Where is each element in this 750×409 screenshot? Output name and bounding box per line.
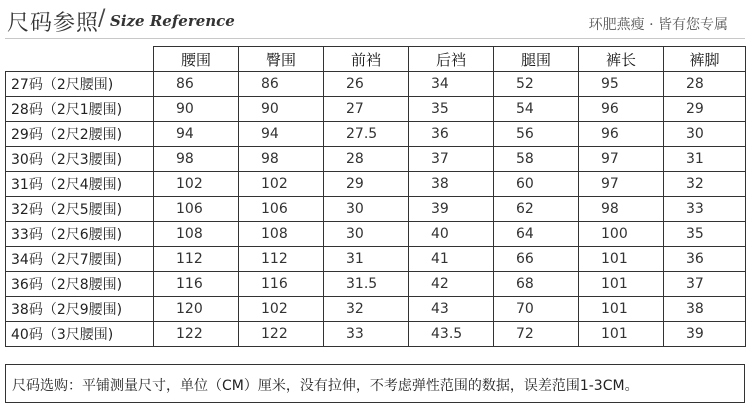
table-cell: 120 <box>154 297 239 322</box>
size-table <box>5 46 746 347</box>
table-row <box>6 72 746 97</box>
row-label: 29码（2尺2腰围) <box>6 122 154 147</box>
table-row <box>6 272 746 297</box>
table-row <box>6 222 746 247</box>
table-cell: 72 <box>494 322 579 347</box>
row-label: 28码（2尺1腰围) <box>6 97 154 122</box>
column-header-front-rise: 前裆 <box>324 47 409 72</box>
table-cell: 38 <box>409 172 494 197</box>
table-cell: 29 <box>324 172 409 197</box>
table-cell: 32 <box>324 297 409 322</box>
row-label: 34码（2尺7腰围) <box>6 247 154 272</box>
table-cell: 62 <box>494 197 579 222</box>
table-cell: 70 <box>494 297 579 322</box>
table-row <box>6 297 746 322</box>
sizing-note: 尺码选购：平铺测量尺寸，单位（CM）厘米，没有拉伸，不考虑弹性范围的数据，误差范围1-3CM。 <box>12 378 639 394</box>
table-cell: 94 <box>154 122 239 147</box>
table-cell: 37 <box>409 147 494 172</box>
table-cell: 35 <box>409 97 494 122</box>
brand-slogan: 环肥燕瘦 · 皆有您专属 <box>588 17 728 33</box>
table-cell: 27.5 <box>324 122 409 147</box>
row-label: 36码（2尺8腰围) <box>6 272 154 297</box>
table-cell: 90 <box>239 97 324 122</box>
table-cell: 43 <box>409 297 494 322</box>
row-label: 32码（2尺5腰围) <box>6 197 154 222</box>
column-header-waist: 腰围 <box>154 47 239 72</box>
table-cell: 106 <box>239 197 324 222</box>
table-cell: 42 <box>409 272 494 297</box>
table-corner-cell <box>6 47 154 72</box>
table-cell: 98 <box>239 147 324 172</box>
table-row <box>6 322 746 347</box>
title-separator: / <box>98 6 106 31</box>
table-cell: 112 <box>154 247 239 272</box>
table-cell: 86 <box>239 72 324 97</box>
row-label: 40码（3尺腰围) <box>6 322 154 347</box>
page-title: 尺码参照 <box>7 11 100 36</box>
table-cell: 106 <box>154 197 239 222</box>
header <box>0 0 750 48</box>
table-cell: 102 <box>154 172 239 197</box>
table-cell: 108 <box>154 222 239 247</box>
row-label: 38码（2尺9腰围) <box>6 297 154 322</box>
table-cell: 122 <box>239 322 324 347</box>
table-cell: 33 <box>664 197 746 222</box>
table-row <box>6 197 746 222</box>
table-cell: 96 <box>579 97 664 122</box>
table-cell: 31.5 <box>324 272 409 297</box>
table-cell: 30 <box>324 197 409 222</box>
table-cell: 35 <box>664 222 746 247</box>
table-row <box>6 172 746 197</box>
footnote-box <box>5 364 745 403</box>
table-cell: 98 <box>154 147 239 172</box>
table-cell: 86 <box>154 72 239 97</box>
table-cell: 36 <box>409 122 494 147</box>
table-cell: 26 <box>324 72 409 97</box>
table-cell: 40 <box>409 222 494 247</box>
table-header-row <box>6 47 746 72</box>
table-cell: 41 <box>409 247 494 272</box>
table-cell: 60 <box>494 172 579 197</box>
table-cell: 108 <box>239 222 324 247</box>
table-cell: 64 <box>494 222 579 247</box>
column-header-hip: 臀围 <box>239 47 324 72</box>
table-row <box>6 122 746 147</box>
table-cell: 30 <box>324 222 409 247</box>
table-cell: 122 <box>154 322 239 347</box>
table-cell: 101 <box>579 322 664 347</box>
table-cell: 96 <box>579 122 664 147</box>
table-cell: 34 <box>409 72 494 97</box>
table-cell: 97 <box>579 147 664 172</box>
page-title-english: Size Reference <box>110 12 235 30</box>
table-cell: 90 <box>154 97 239 122</box>
column-header-length: 裤长 <box>579 47 664 72</box>
row-label: 27码（2尺腰围) <box>6 72 154 97</box>
table-row <box>6 247 746 272</box>
column-header-leg-opening: 裤脚 <box>664 47 746 72</box>
row-label: 30码（2尺3腰围) <box>6 147 154 172</box>
table-cell: 116 <box>239 272 324 297</box>
table-cell: 52 <box>494 72 579 97</box>
table-cell: 102 <box>239 172 324 197</box>
table-cell: 101 <box>579 297 664 322</box>
table-row <box>6 97 746 122</box>
table-cell: 31 <box>664 147 746 172</box>
column-header-thigh: 腿围 <box>494 47 579 72</box>
header-divider <box>5 38 745 39</box>
table-cell: 31 <box>324 247 409 272</box>
table-cell: 66 <box>494 247 579 272</box>
table-cell: 30 <box>664 122 746 147</box>
table-cell: 37 <box>664 272 746 297</box>
table-cell: 32 <box>664 172 746 197</box>
table-cell: 112 <box>239 247 324 272</box>
table-cell: 101 <box>579 247 664 272</box>
table-cell: 98 <box>579 197 664 222</box>
table-cell: 33 <box>324 322 409 347</box>
table-cell: 54 <box>494 97 579 122</box>
table-cell: 56 <box>494 122 579 147</box>
table-cell: 39 <box>409 197 494 222</box>
table-cell: 97 <box>579 172 664 197</box>
row-label: 33码（2尺6腰围) <box>6 222 154 247</box>
table-cell: 100 <box>579 222 664 247</box>
table-cell: 95 <box>579 72 664 97</box>
table-cell: 38 <box>664 297 746 322</box>
table-cell: 102 <box>239 297 324 322</box>
table-cell: 28 <box>324 147 409 172</box>
table-cell: 58 <box>494 147 579 172</box>
table-row <box>6 147 746 172</box>
table-cell: 27 <box>324 97 409 122</box>
table-cell: 68 <box>494 272 579 297</box>
table-cell: 29 <box>664 97 746 122</box>
table-cell: 36 <box>664 247 746 272</box>
table-cell: 28 <box>664 72 746 97</box>
table-cell: 94 <box>239 122 324 147</box>
column-header-back-rise: 后裆 <box>409 47 494 72</box>
table-cell: 101 <box>579 272 664 297</box>
row-label: 31码（2尺4腰围) <box>6 172 154 197</box>
table-cell: 39 <box>664 322 746 347</box>
table-cell: 116 <box>154 272 239 297</box>
table-cell: 43.5 <box>409 322 494 347</box>
